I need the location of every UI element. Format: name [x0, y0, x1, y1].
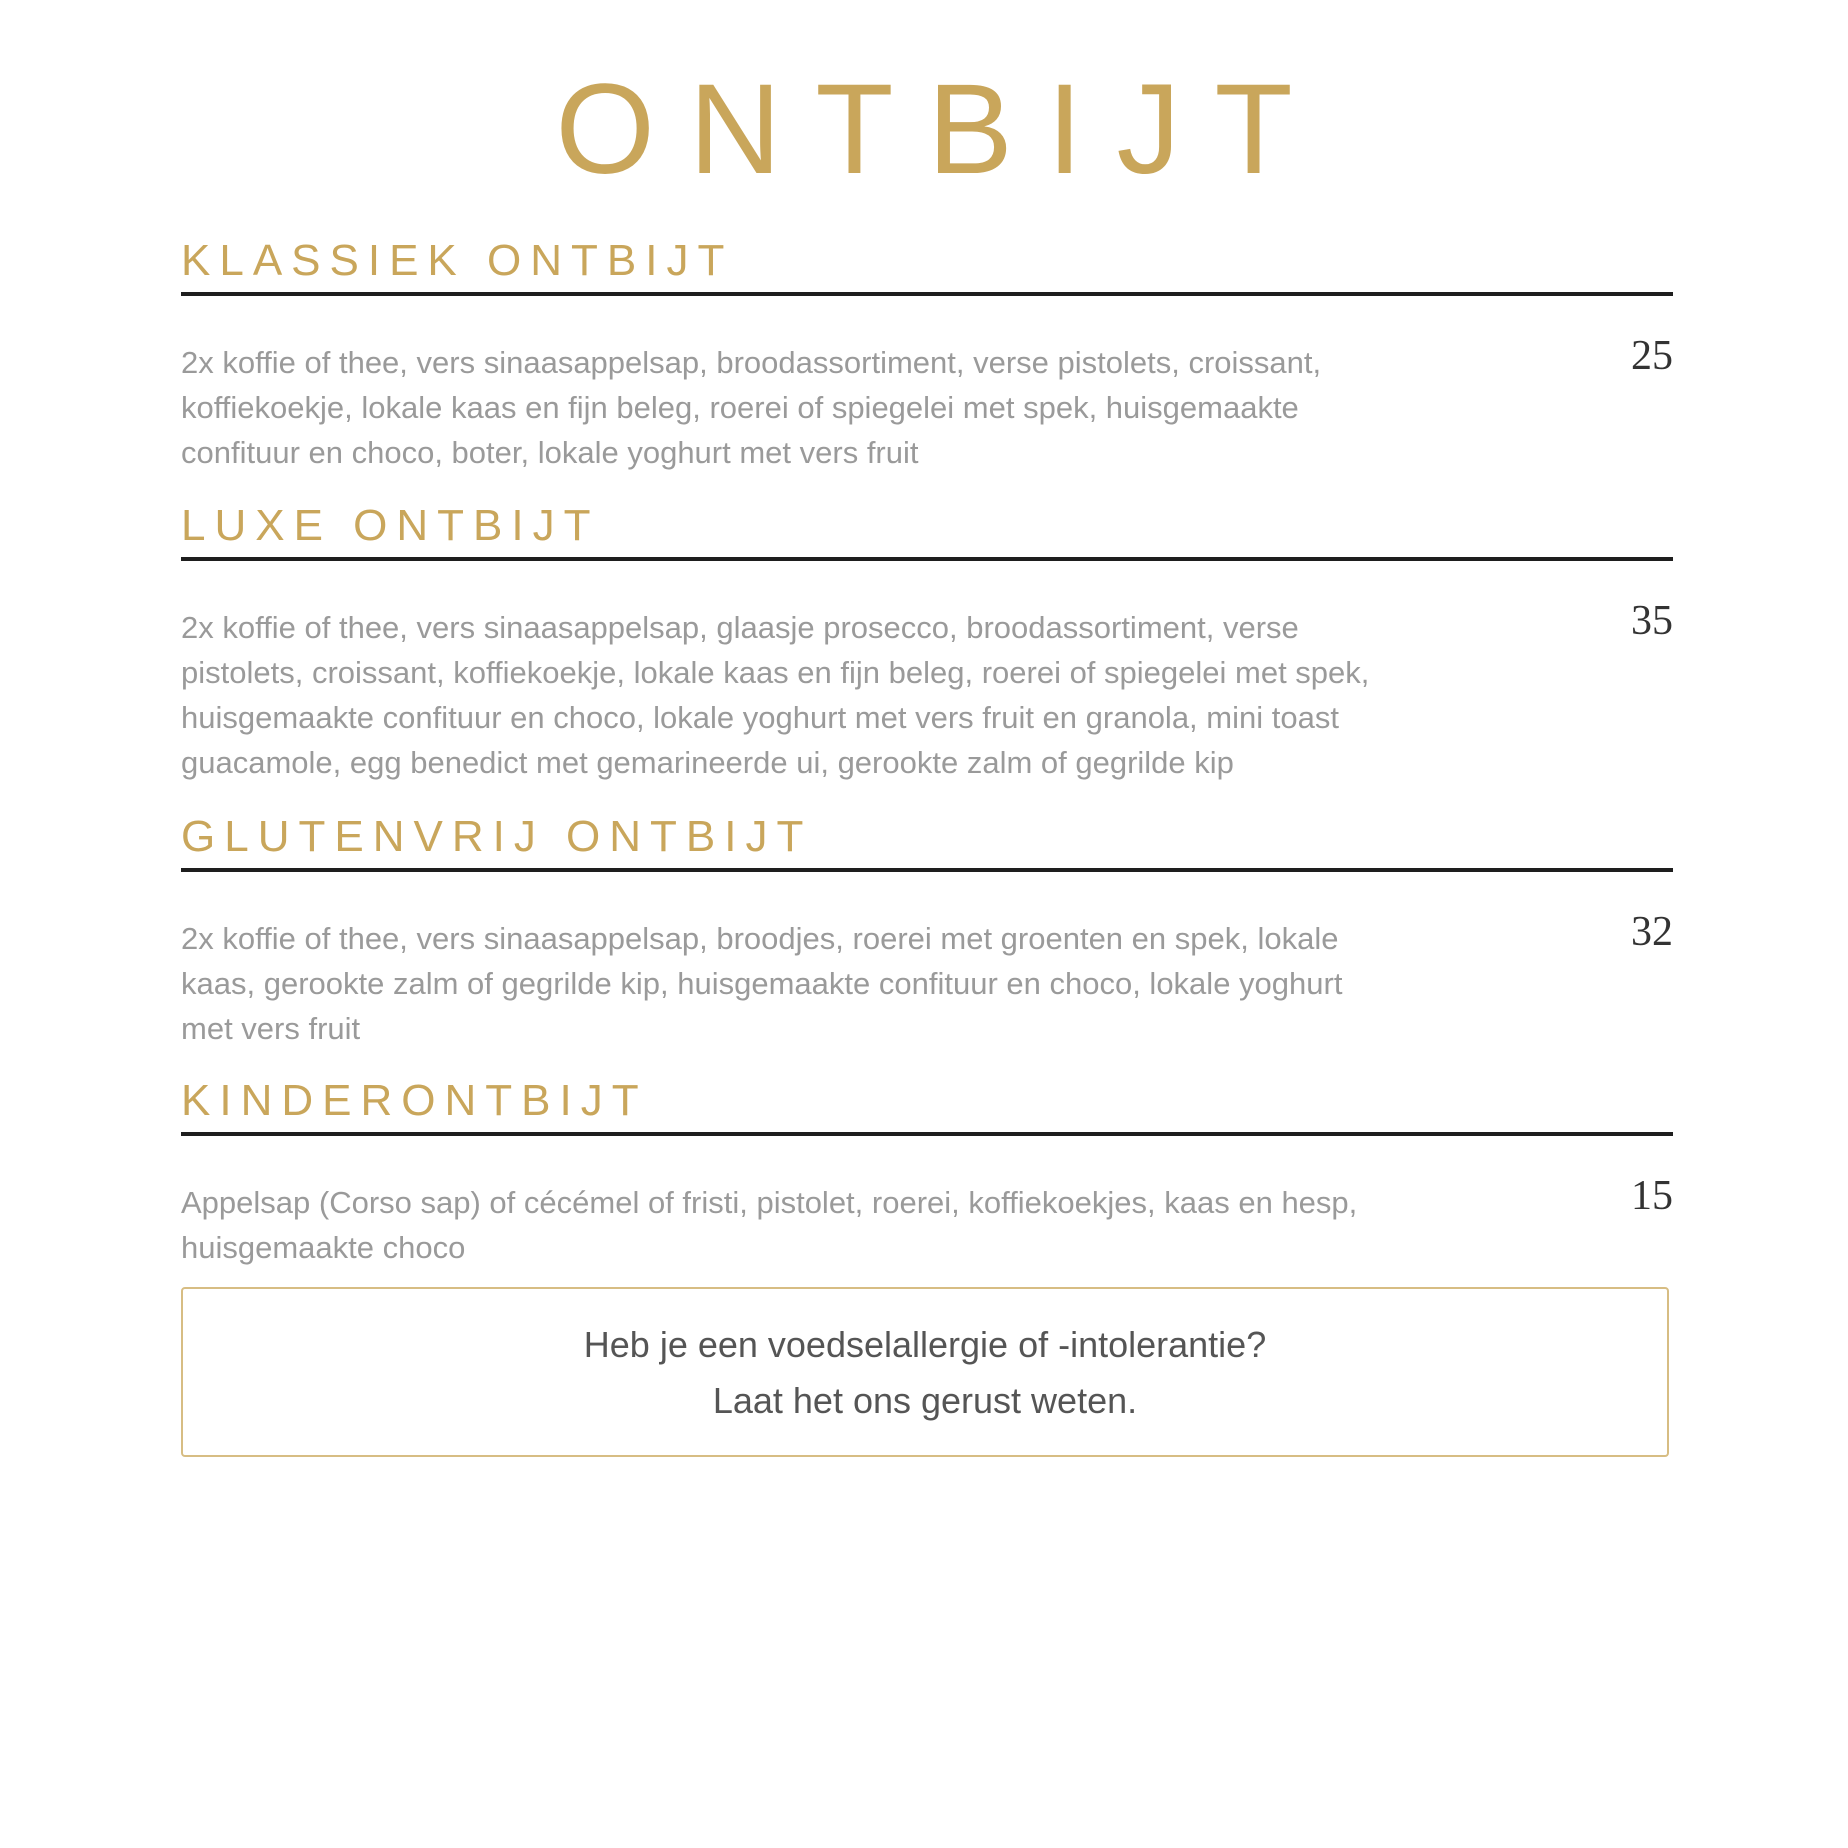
description-line: 2x koffie of thee, vers sinaasappelsap, glaasje prosecco, broodassortiment, verse — [181, 610, 1299, 645]
description-line: guacamole, egg benedict met gemarineerde ui, gerookte zalm of gegrilde kip — [181, 745, 1234, 780]
menu-item — [181, 909, 1673, 1051]
description-line: kaas, gerookte zalm of gegrilde kip, huisgemaakte confituur en choco, lokale yoghurt — [181, 966, 1343, 1001]
description-line: confituur en choco, boter, lokale yoghurt met vers fruit — [181, 435, 919, 470]
description-line: Appelsap (Corso sap) of cécémel of fristi, pistolet, roerei, koffiekoekjes, kaas en hesp, — [181, 1185, 1358, 1220]
item-price: 32 — [1631, 909, 1673, 955]
allergy-note-line-2: Laat het ons gerust weten. — [712, 1380, 1138, 1421]
item-description — [181, 340, 1673, 475]
item-description — [181, 916, 1673, 1051]
section-divider — [181, 557, 1673, 561]
description-line: met vers fruit — [181, 1011, 361, 1046]
section-heading: KINDERONTBIJT — [181, 1076, 648, 1125]
section-divider — [181, 868, 1673, 872]
allergy-note — [181, 1287, 1669, 1457]
item-price: 15 — [1631, 1173, 1673, 1219]
page-title: ONTBIJT — [555, 58, 1327, 201]
section-heading: GLUTENVRIJ ONTBIJT — [181, 812, 813, 861]
menu-section — [181, 812, 1673, 1051]
item-description — [181, 1180, 1673, 1270]
section-divider — [181, 1132, 1673, 1136]
menu-item — [181, 333, 1673, 475]
description-line: 2x koffie of thee, vers sinaasappelsap, broodjes, roerei met groenten en spek, lokale — [181, 921, 1339, 956]
section-heading: KLASSIEK ONTBIJT — [181, 236, 734, 285]
item-description — [181, 605, 1673, 785]
menu-section — [181, 236, 1673, 475]
item-price: 25 — [1631, 333, 1673, 379]
description-line: huisgemaakte confituur en choco, lokale yoghurt met vers fruit en granola, mini toast — [181, 700, 1339, 735]
description-line: huisgemaakte choco — [181, 1230, 466, 1265]
menu-section — [181, 1076, 1673, 1270]
menu-section — [181, 501, 1673, 785]
item-price: 35 — [1631, 598, 1673, 644]
description-line: 2x koffie of thee, vers sinaasappelsap, broodassortiment, verse pistolets, croissant, — [181, 345, 1322, 380]
description-line: pistolets, croissant, koffiekoekje, lokale kaas en fijn beleg, roerei of spiegelei met spek, — [181, 655, 1370, 690]
allergy-note-line-1: Heb je een voedselallergie of -intolerantie? — [583, 1324, 1267, 1365]
section-divider — [181, 292, 1673, 296]
section-heading: LUXE ONTBIJT — [181, 501, 600, 550]
menu-item — [181, 598, 1673, 785]
description-line: koffiekoekje, lokale kaas en fijn beleg, roerei of spiegelei met spek, huisgemaakte — [181, 390, 1299, 425]
menu-item — [181, 1173, 1673, 1270]
